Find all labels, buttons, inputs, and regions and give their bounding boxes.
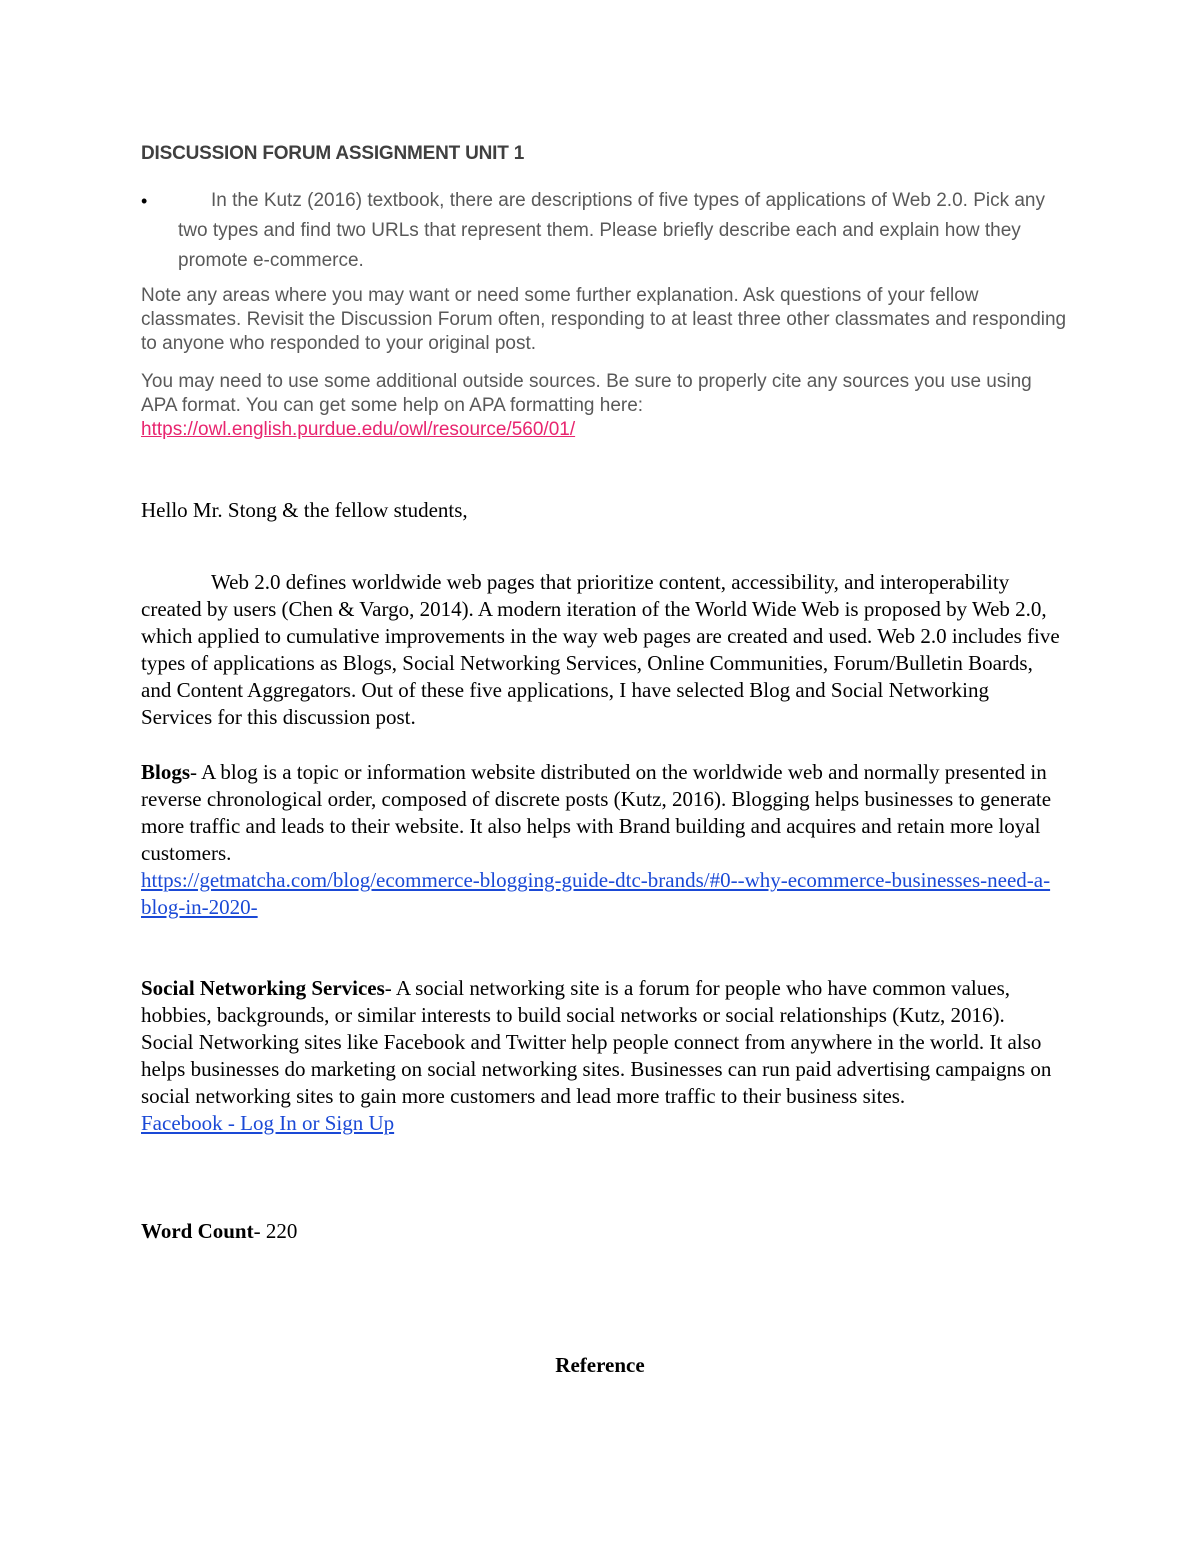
apa-link[interactable]: https://owl.english.purdue.edu/owl/resource/560/01/	[141, 419, 576, 440]
bullet-icon: •	[141, 191, 148, 211]
word-count	[141, 1218, 1061, 1245]
sns-link[interactable]: Facebook - Log In or Sign Up	[141, 1111, 395, 1135]
reference-heading: Reference	[555, 1353, 645, 1377]
apa-text: You may need to use some additional outside sources. Be sure to properly cite any sources you use using APA format. You can get some help on APA formatting here:	[141, 371, 1032, 416]
blogs-text: - A blog is a topic or information website distributed on the worldwide web and normally presented in reverse chronological order, composed of discrete posts (Kutz, 2016). Blogging helps businesses to generate more traffic and leads to their website. It also helps with Brand building and acquires and retain more loyal customers.	[141, 760, 1052, 865]
apa-paragraph	[141, 370, 1071, 442]
intro-paragraph: Web 2.0 defines worldwide web pages that prioritize content, accessibility, and interoperability created by users (Chen & Vargo, 2014). A modern iteration of the World Wide Web is proposed by Web 2.0, which applied to cumulative improvements in the way web pages are created and used. Web 2.0 includes five types of applications as Blogs, Social Networking Services, Online Communities, Forum/Bulletin Boards, and Content Aggregators. Out of these five applications, I have selected Blog and Social Networking Services for this discussion post.	[141, 570, 1060, 729]
note-paragraph: Note any areas where you may want or need some further explanation. Ask questions of your fellow classmates. Revisit the Discussion Forum often, responding to at least three other classmates and responding to anyone who responded to your original post.	[141, 285, 1067, 354]
blogs-title: Blogs	[141, 760, 191, 784]
blogs-section	[141, 759, 1061, 921]
sns-title: Social Networking Services	[141, 976, 385, 1000]
word-count-value: - 220	[253, 1219, 298, 1243]
sns-section	[141, 975, 1061, 1137]
assignment-heading: DISCUSSION FORUM ASSIGNMENT UNIT 1	[141, 143, 525, 164]
assignment-bullet	[141, 186, 1061, 276]
sns-text: - A social networking site is a forum for people who have common values, hobbies, backgrounds, or similar interests to build social networks or social relationships (Kutz, 2016). Social Networking sites like Facebook and Twitter help people connect from anywhere in the world. It also helps businesses do marketing on social networking sites. Businesses can run paid advertising campaigns on social networking sites to gain more customers and lead more traffic to their business sites.	[141, 976, 1052, 1108]
blogs-link[interactable]: https://getmatcha.com/blog/ecommerce-blogging-guide-dtc-brands/#0--why-ecommerce-businesses-need-a-blog-in-2020-	[141, 868, 1051, 919]
greeting: Hello Mr. Stong & the fellow students,	[141, 498, 468, 522]
bullet-text: In the Kutz (2016) textbook, there are descriptions of five types of applications of Web 2.0. Pick any two types and find two URLs that represent them. Please briefly describe each and explain how they promote e-commerce.	[178, 190, 1045, 271]
word-count-label: Word Count	[141, 1219, 254, 1243]
